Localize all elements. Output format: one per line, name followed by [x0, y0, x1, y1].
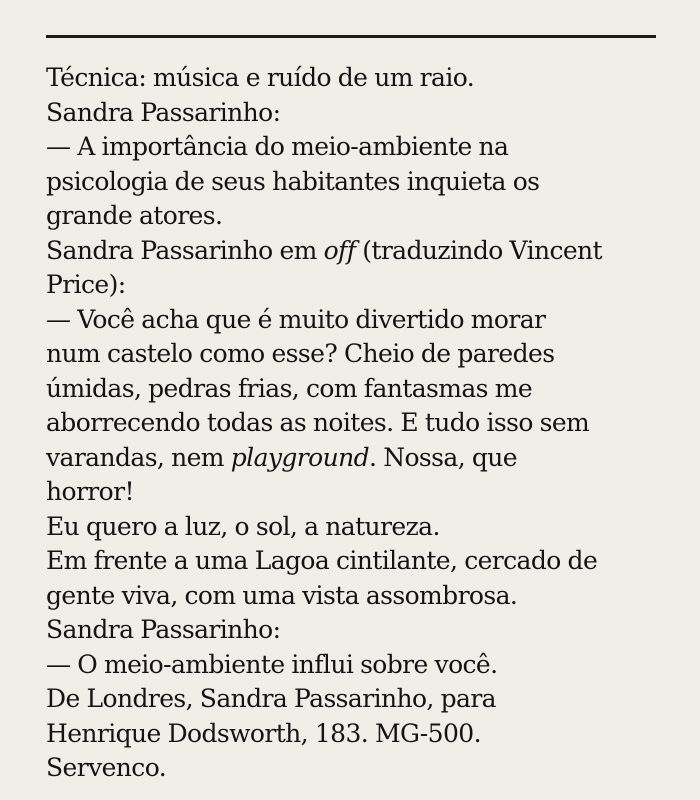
italic-term: off — [323, 235, 356, 265]
text-line: Servenco. — [46, 753, 167, 782]
text-line: — O meio-ambiente influi sobre você. — [46, 649, 498, 679]
script-text — [46, 61, 671, 786]
text-line: num castelo como esse? Cheio de paredes — [46, 339, 555, 368]
italic-term: playground — [230, 442, 370, 472]
text-line: Técnica: música e ruído de um raio. — [46, 63, 475, 92]
text-line: horror! — [46, 477, 134, 506]
text-line: aborrecendo todas as noites. E tudo isso sem — [46, 408, 590, 437]
text-segment: (traduzindo Vincent — [355, 235, 603, 265]
text-line: Sandra Passarinho: — [46, 97, 281, 127]
text-line: úmidas, pedras frias, com fantasmas me — [46, 373, 533, 403]
text-line: Price): — [46, 270, 126, 299]
text-line: Henrique Dodsworth, 183. MG-500. — [46, 718, 481, 748]
text-line — [46, 234, 671, 269]
top-rule — [46, 35, 656, 38]
text-line — [46, 441, 671, 476]
text-segment: Sandra Passarinho em — [46, 235, 324, 265]
text-line: gente viva, com uma vista assombrosa. — [46, 580, 518, 610]
text-line: De Londres, Sandra Passarinho, para — [46, 684, 496, 713]
text-segment: varandas, nem — [46, 442, 231, 472]
text-line: — A importância do meio-ambiente na — [46, 132, 509, 161]
text-line: — Você acha que é muito divertido morar — [46, 304, 546, 334]
text-segment: . Nossa, que — [369, 442, 517, 472]
text-line: psicologia de seus habitantes inquieta os — [46, 166, 540, 196]
text-line: grande atores. — [46, 201, 223, 230]
text-line: Em frente a uma Lagoa cintilante, cercado de — [46, 546, 598, 575]
text-line: Sandra Passarinho: — [46, 615, 281, 644]
text-line: Eu quero a luz, o sol, a natureza. — [46, 511, 440, 541]
